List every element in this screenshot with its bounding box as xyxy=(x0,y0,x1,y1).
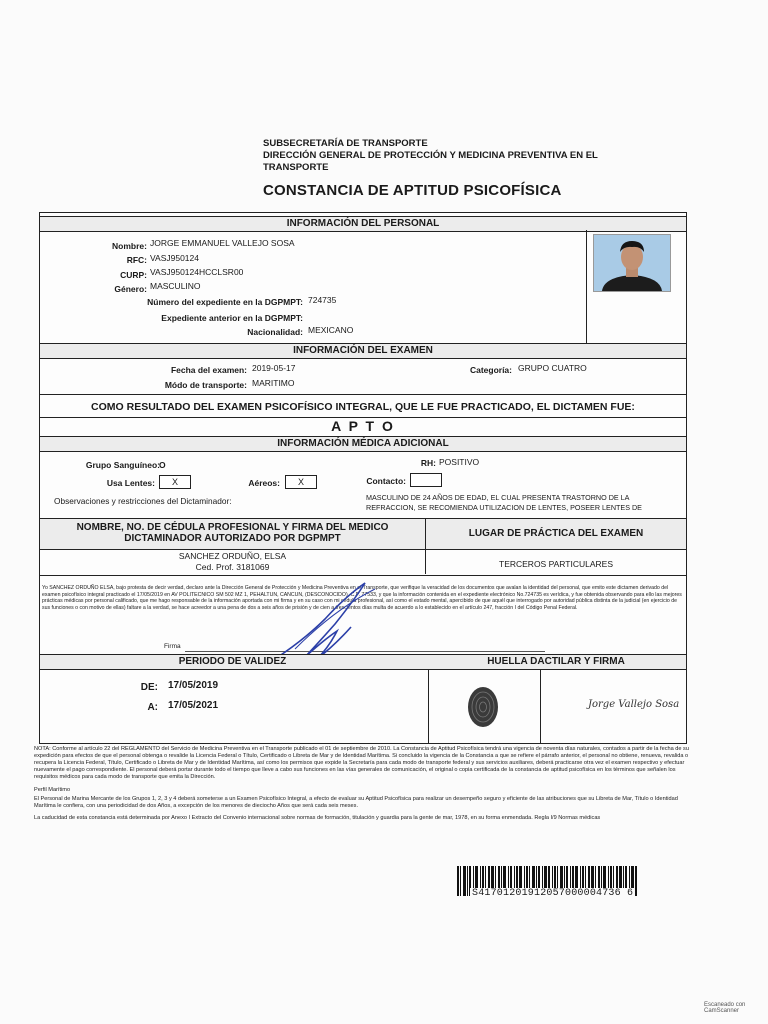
barcode-number: S41701201912057000004736 6 xyxy=(472,888,634,899)
caducidad-text: La caducidad de esta constancia está determinada por Anexo I Extracto del Convenio internacional sobre normas de formación, titulación y guardia para la gente de mar, 1978, en su forma enmendada. Regla I/9 Normas médicas xyxy=(34,815,601,821)
curp-value: VASJ950124HCCLSR00 xyxy=(150,267,244,277)
section-examen-header: INFORMACIÓN DEL EXAMEN xyxy=(40,343,686,359)
aereos-checkbox[interactable]: X xyxy=(285,475,317,489)
medico-header-cell xyxy=(40,519,426,549)
fingerprint-icon xyxy=(465,685,501,729)
a-label: A: xyxy=(147,702,158,713)
grupo-label: Grupo Sanguíneo: xyxy=(85,460,160,470)
resultado-text: COMO RESULTADO DEL EXAMEN PSICOFÍSICO INTEGRAL, QUE LE FUE PRACTICADO, EL DICTAMEN FUE: xyxy=(91,401,635,413)
observaciones-line-2: REFRACCION, SE RECOMIENDA UTILIZACION DE LENTES, POSEER LENTES DE xyxy=(366,503,642,512)
nota-text: NOTA: Conforme al artículo 22 del REGLAMENTO del Servicio de Medicina Preventiva en el Transporte publicado el 01 de septiembre de 2010. La Constancia de Aptitud Psicofísica tendrá una vigencia de noventa días naturales, contados a partir de la fecha de su expedición para efectos de que el personal obtenga o revalide la Licencia Federal o Título, Certificado o Libreta de Mar y de Identidad Marítima. Si concluido la vigencia de la Constancia a que se refiere el párrafo anterior, el personal no obtiene, renueva, revalida o recupera la Licencia Federal, Título, Certificado o Libreta de Mar y de Identidad Marítima, así como los permisos que expide la Secretaría para cada modo de transporte federal y sus servicios auxiliares, deberá practicarse otra vez el examen respectivo y efectuar nuevamente el pago correspondiente. El personal deberá portar durante todo el tiempo que lleve a cabo sus funciones en las vías generales de comunicación, el original o copia certificada de la constancia de aptitud psicofísica en los términos que señalen los requisitos médicos para cada modo de transporte que emita la Dirección. xyxy=(34,746,689,780)
nacionalidad-value: MEXICANO xyxy=(308,325,354,335)
perfil-text: El Personal de Marina Mercante de los Grupos 1, 2, 3 y 4 deberá someterse a un Examen Psicofísico Integral, a efecto de evaluar su Aptitud Psicofísica para realizar un desempeño seguro y eficiente de las atribuciones que su Libreta de Mar, Título o Identidad Marítima le confiera, con una periodicidad de dos Años, a excepción de los menores de dieciocho Años que será cada seis meses. xyxy=(34,796,678,809)
modo-label: Módo de transporte: xyxy=(164,380,247,390)
genero-value: MASCULINO xyxy=(150,281,201,291)
header-line-3: TRANSPORTE xyxy=(263,162,329,173)
fecha-label: Fecha del examen: xyxy=(170,365,247,375)
observaciones-line-1: MASCULINO DE 24 AÑOS DE EDAD, EL CUAL PRESENTA TRASTORNO DE LA xyxy=(366,493,630,502)
person-photo xyxy=(593,234,671,292)
section-medica-header: INFORMACIÓN MÉDICA ADICIONAL xyxy=(40,436,686,452)
rfc-label: RFC: xyxy=(126,255,147,265)
curp-label: CURP: xyxy=(120,270,147,280)
header-line-2: DIRECCIÓN GENERAL DE PROTECCIÓN Y MEDICINA PREVENTIVA EN EL xyxy=(263,150,598,161)
lentes-label: Usa Lentes: xyxy=(106,478,155,488)
de-value: 17/05/2019 xyxy=(168,680,219,691)
medico-header-line-2: DICTAMINADOR AUTORIZADO POR DGPMPT xyxy=(124,533,341,544)
aereos-label: Aéreos: xyxy=(248,478,280,488)
nacionalidad-label: Nacionalidad: xyxy=(247,327,303,337)
categoria-value: GRUPO CUATRO xyxy=(518,363,587,373)
dictamen-value: A P T O xyxy=(331,418,395,434)
photo-divider xyxy=(586,230,587,343)
doctor-signature-icon xyxy=(265,579,385,665)
categoria-label: Categoría: xyxy=(469,365,512,375)
rfc-value: VASJ950124 xyxy=(150,253,199,263)
agency-header xyxy=(263,138,663,174)
lugar-header: LUGAR DE PRÁCTICA DEL EXAMEN xyxy=(426,519,686,549)
legal-notes xyxy=(34,746,694,824)
modo-value: MARITIMO xyxy=(252,378,295,388)
medico-cedula: Ced. Prof. 3181069 xyxy=(195,562,270,572)
observaciones-label: Observaciones y restricciones del Dictaminador: xyxy=(54,496,232,506)
grupo-value: O xyxy=(159,460,166,470)
periodo-header: PERIODO DE VALIDEZ xyxy=(178,656,287,667)
header-line-1: SUBSECRETARÍA DE TRANSPORTE xyxy=(263,138,428,149)
a-value: 17/05/2021 xyxy=(168,700,219,711)
document-title: CONSTANCIA DE APTITUD PSICOFÍSICA xyxy=(263,182,562,199)
nombre-label: Nombre: xyxy=(112,241,147,251)
de-label: DE: xyxy=(140,682,158,693)
huella-header: HUELLA DACTILAR Y FIRMA xyxy=(487,656,625,667)
fecha-value: 2019-05-17 xyxy=(252,363,296,373)
expediente-value: 724735 xyxy=(308,295,337,305)
scanner-watermark: Escaneado con CamScanner xyxy=(704,1002,746,1014)
nombre-value: JORGE EMMANUEL VALLEJO SOSA xyxy=(150,238,295,248)
section-personal-header: INFORMACIÓN DEL PERSONAL xyxy=(40,216,686,232)
expediente-anterior-label: Expediente anterior en la DGPMPT: xyxy=(161,313,303,323)
protesta-text: Yo SANCHEZ ORDUÑO ELSA, bajo protesta de decir verdad, declaro ante la Dirección General de Protección y Medicina Preventiva en el Transporte, que verifique la veracidad de los documentos que avalan la identidad del personal, que emito este dictamen derivado del examen psicofísico integral practicado el 17/05/2019 en AV POLITECNICO SM 502 MZ 1, PEHALTUN, CANCUN, (DESCONOCIDO), C.P. 77533, y que la información contenida en el expediente electrónico No.724735 es verídica, y fue obtenida observando para ello las mejores prácticas médicas por personal calificado, que me hago responsable de la información aportada con mi firma y en su caso con mi cédula profesional, así como el estado mental, apercibido de que aquél que interrogado por autoridad pública distinta de la judicial (en ejercicio de sus funciones o con motivo de ellas) faltare a la verdad, se hace acreedor a una pena de dos a seis años de prisión y de cien a trescientos días multa de acuerdo a lo establecido en el artículo 247, fracción I del Código Penal Federal. xyxy=(42,585,682,611)
medico-header-line-1: NOMBRE, NO. DE CÉDULA PROFESIONAL Y FIRMA DEL MEDICO xyxy=(76,522,389,533)
genero-label: Género: xyxy=(114,284,147,294)
contacto-label: Contacto: xyxy=(366,476,406,486)
contacto-checkbox[interactable] xyxy=(410,473,442,487)
perfil-title: Perfil Marítimo xyxy=(34,787,71,793)
lugar-value: TERCEROS PARTICULARES xyxy=(499,559,613,569)
certificate-form xyxy=(39,212,687,744)
lentes-checkbox[interactable]: X xyxy=(159,475,191,489)
rh-label: RH: xyxy=(420,458,436,468)
medico-nombre: SANCHEZ ORDUÑO, ELSA xyxy=(178,551,287,561)
firma-label: Firma xyxy=(164,643,181,650)
rh-value: POSITIVO xyxy=(439,457,480,467)
holder-signature: Jorge Vallejo Sosa xyxy=(588,699,680,710)
expediente-label: Número del expediente en la DGPMPT: xyxy=(147,297,303,307)
